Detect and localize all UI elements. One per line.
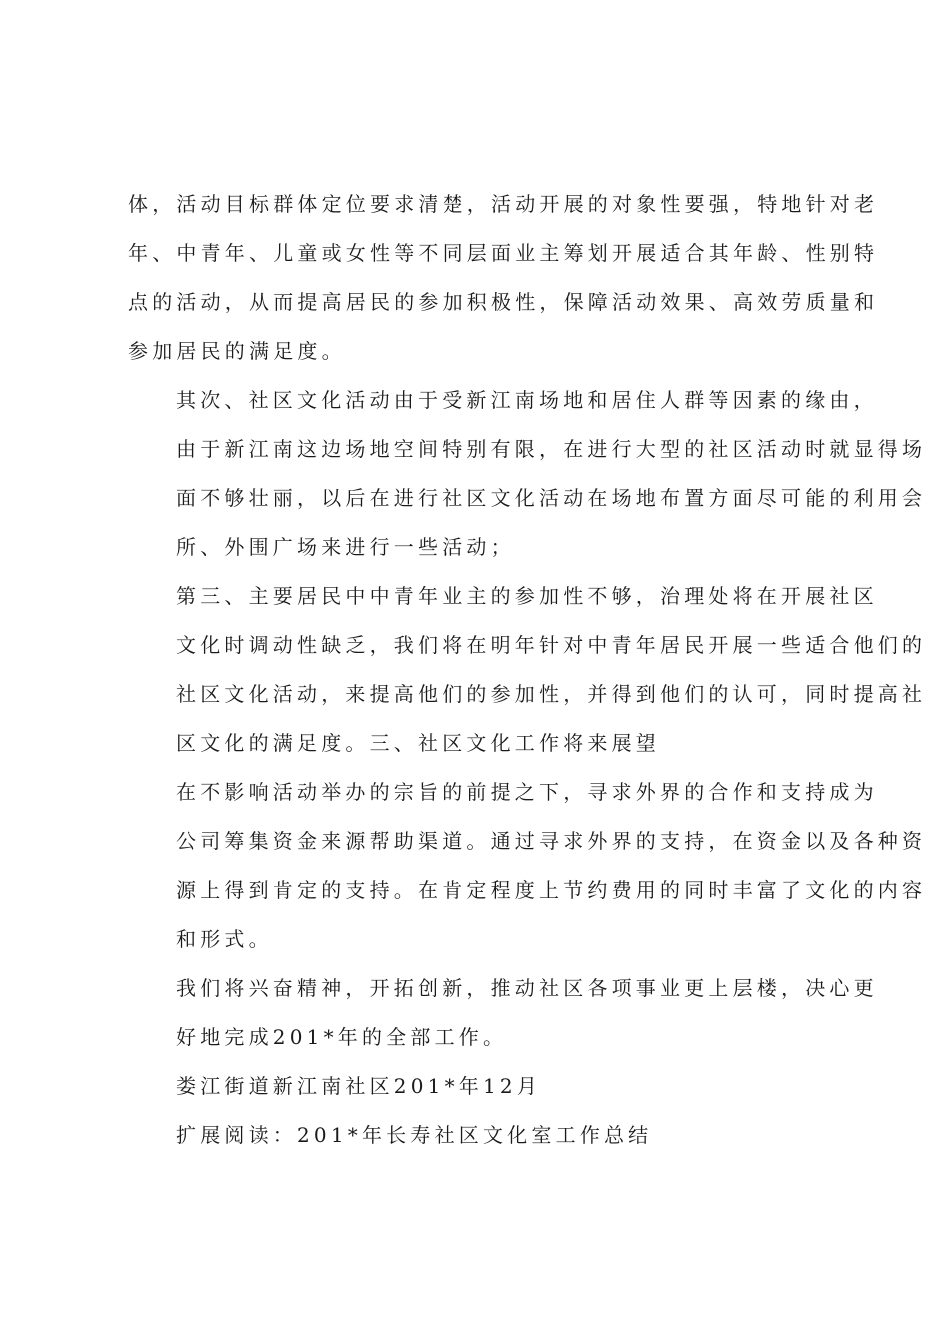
text-line: 其次、社区文化活动由于受新江南场地和居住人群等因素的缘由， <box>176 388 878 412</box>
signature-line <box>128 1062 832 1111</box>
extended-reading-heading <box>128 1111 832 1160</box>
text-line: 和形式。 <box>176 927 273 951</box>
text-line: 由于新江南这边场地空间特别有限，在进行大型的社区活动时就显得场 <box>176 437 927 461</box>
text-line: 社区文化活动，来提高他们的参加性，并得到他们的认可，同时提高社 <box>176 682 927 706</box>
text-line: 所、外围广场来进行一些活动； <box>176 535 515 559</box>
text-line: 文化时调动性缺乏，我们将在明年针对中青年居民开展一些适合他们的 <box>176 633 927 657</box>
paragraph-external-support <box>128 768 927 964</box>
paragraph-closing-resolve <box>128 964 878 1062</box>
paragraph-venue-limits <box>128 376 927 572</box>
text-line: 参加居民的满足度。 <box>128 339 346 363</box>
document-body <box>128 180 927 1160</box>
text-line: 面不够壮丽，以后在进行社区文化活动在场地布置方面尽可能的利用会 <box>176 486 927 510</box>
text-line: 公司筹集资金来源帮助渠道。通过寻求外界的支持，在资金以及各种资 <box>176 829 927 853</box>
text-line: 好地完成201*年的全部工作。 <box>176 1025 508 1049</box>
text-line: 娄江街道新江南社区201*年12月 <box>176 1074 542 1098</box>
text-line: 我们将兴奋精神，开拓创新，推动社区各项事业更上层楼，决心更 <box>176 976 878 1000</box>
paragraph-target-groups <box>128 180 879 376</box>
text-line: 源上得到肯定的支持。在肯定程度上节约费用的同时丰富了文化的内容 <box>176 878 927 902</box>
text-line: 在不影响活动举办的宗旨的前提之下，寻求外界的合作和支持成为 <box>176 780 878 804</box>
text-line: 区文化的满足度。三、社区文化工作将来展望 <box>176 731 660 755</box>
text-line: 体，活动目标群体定位要求清楚，活动开展的对象性要强，特地针对老 <box>128 192 879 216</box>
text-line: 年、中青年、儿童或女性等不同层面业主筹划开展适合其年龄、性别特 <box>128 241 879 265</box>
text-line: 点的活动，从而提高居民的参加积极性，保障活动效果、高效劳质量和 <box>128 290 879 314</box>
text-line: 扩展阅读：201*年长寿社区文化室工作总结 <box>176 1123 653 1147</box>
text-line: 第三、主要居民中中青年业主的参加性不够，治理处将在开展社区 <box>176 584 878 608</box>
paragraph-youth-participation <box>128 572 927 768</box>
